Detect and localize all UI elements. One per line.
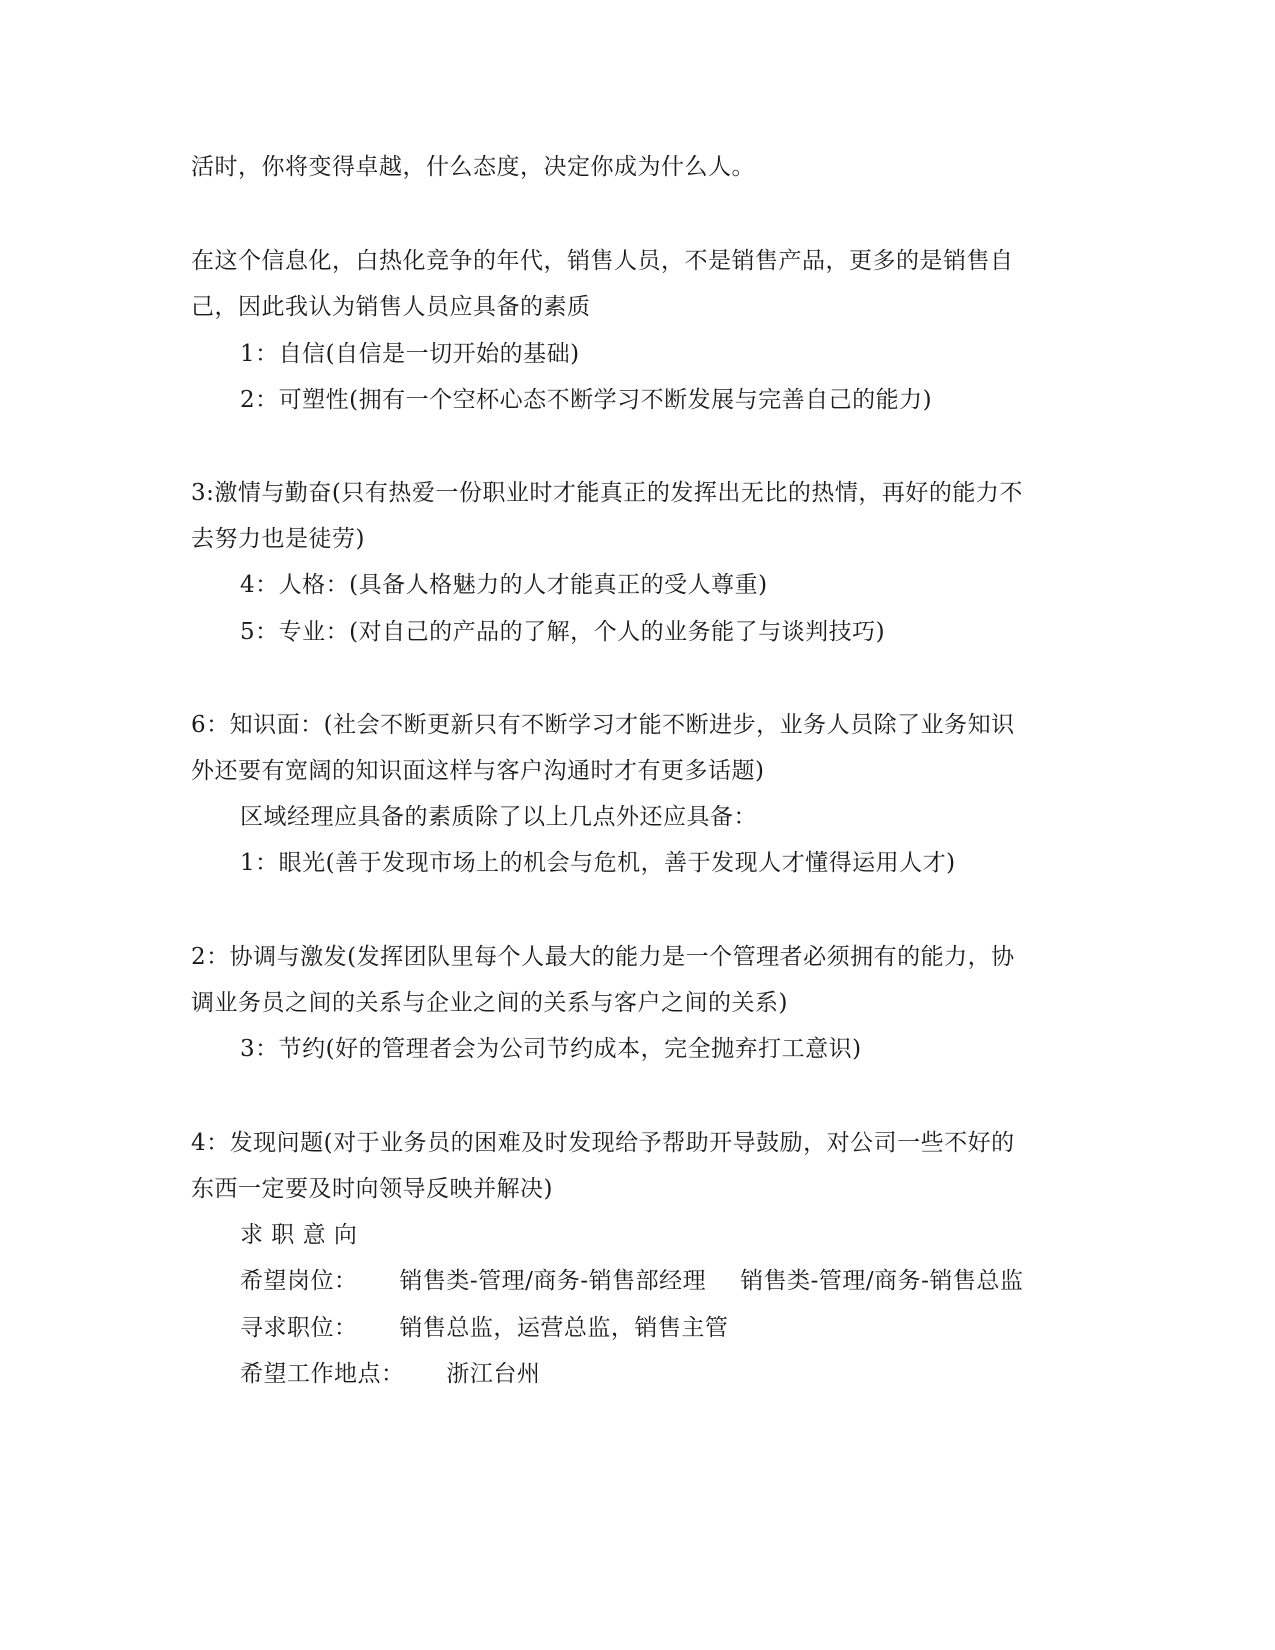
desired-position-row (240, 1266, 1023, 1296)
list-item: 3：节约(好的管理者会为公司节约成本，完全抛弃打工意识) (240, 1036, 862, 1062)
seeking-position-row (240, 1313, 728, 1343)
desired-position-value: 销售类-管理/商务-销售总监 (740, 1268, 1024, 1294)
paragraph-line: 活时，你将变得卓越，什么态度，决定你成为什么人。 (191, 154, 755, 180)
paragraph-line: 区域经理应具备的素质除了以上几点外还应具备： (240, 804, 757, 830)
list-item: 2：协调与激发(发挥团队里每个人最大的能力是一个管理者必须拥有的能力，协 (191, 944, 1015, 970)
list-item: 1：自信(自信是一切开始的基础) (240, 341, 580, 367)
work-location-row (240, 1359, 540, 1389)
list-item: 1：眼光(善于发现市场上的机会与危机，善于发现人才懂得运用人才) (240, 850, 956, 876)
work-location-label: 希望工作地点： (240, 1361, 405, 1387)
work-location-value: 浙江台州 (446, 1361, 541, 1387)
list-item: 5：专业：(对自己的产品的了解，个人的业务能了与谈判技巧) (240, 619, 886, 645)
paragraph-line: 外还要有宽阔的知识面这样与客户沟通时才有更多话题) (191, 758, 765, 784)
desired-position-value: 销售类-管理/商务-销售部经理 (399, 1268, 707, 1294)
list-item: 4：人格：(具备人格魅力的人才能真正的受人尊重) (240, 572, 768, 598)
section-heading: 求 职 意 向 (240, 1222, 358, 1248)
paragraph-line: 调业务员之间的关系与企业之间的关系与客户之间的关系) (191, 990, 788, 1016)
paragraph-line: 在这个信息化，白热化竞争的年代，销售人员，不是销售产品，更多的是销售自 (191, 248, 1014, 274)
seeking-position-label: 寻求职位： (240, 1315, 358, 1341)
list-item: 6：知识面：(社会不断更新只有不断学习才能不断进步，业务人员除了业务知识 (191, 712, 1015, 738)
list-item: 3:激情与勤奋(只有热爱一份职业时才能真正的发挥出无比的热情，再好的能力不 (191, 480, 1023, 506)
paragraph-line: 己，因此我认为销售人员应具备的素质 (191, 294, 591, 320)
list-item: 4：发现问题(对于业务员的困难及时发现给予帮助开导鼓励，对公司一些不好的 (191, 1130, 1015, 1156)
desired-position-label: 希望岗位： (240, 1268, 358, 1294)
seeking-position-value: 销售总监，运营总监，销售主管 (399, 1315, 729, 1341)
list-item: 2：可塑性(拥有一个空杯心态不断学习不断发展与完善自己的能力) (240, 387, 933, 413)
paragraph-line: 东西一定要及时向领导反映并解决) (191, 1176, 553, 1202)
paragraph-line: 去努力也是徒劳) (191, 526, 365, 552)
